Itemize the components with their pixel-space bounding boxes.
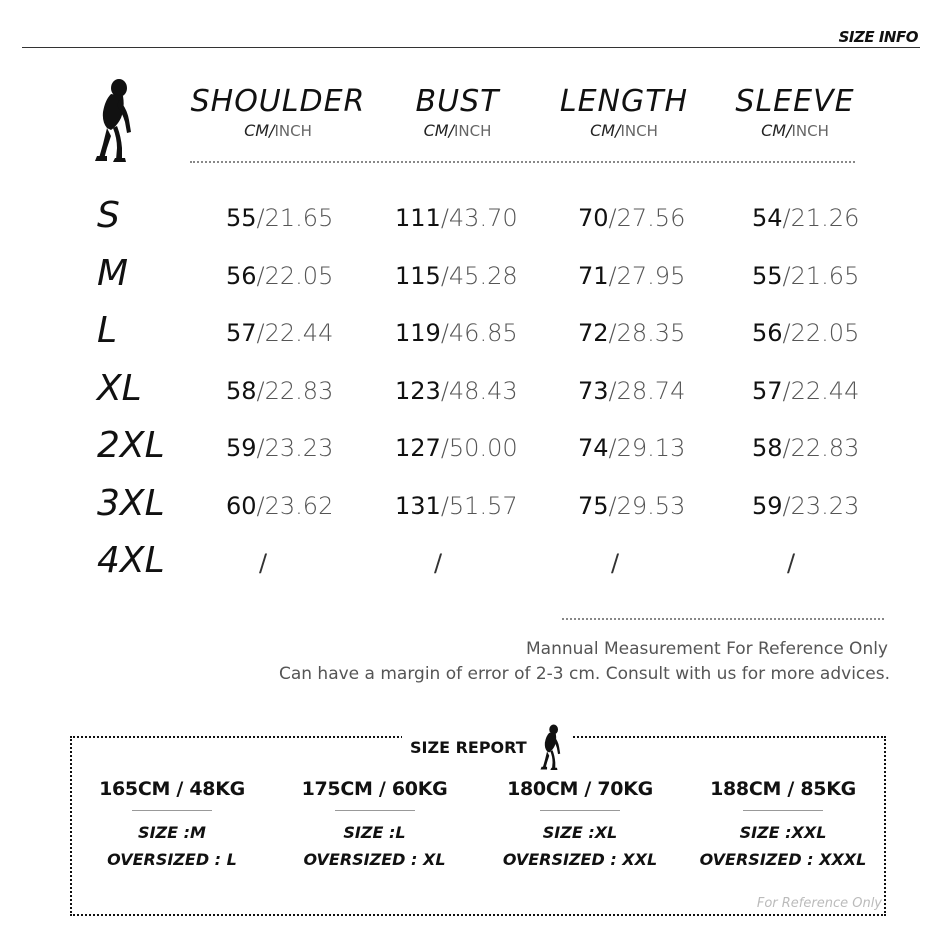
table-cell — [578, 206, 685, 230]
table-cell — [395, 206, 518, 230]
empty-value: / — [259, 549, 268, 577]
cm-value: 57 — [226, 319, 257, 347]
note-line-2: Can have a margin of error of 2-3 cm. Consult with us for more advices. — [278, 664, 890, 684]
size-label: 2XL — [97, 425, 165, 466]
column-title: SLEEVE — [735, 84, 855, 119]
table-cell — [578, 321, 685, 345]
table-cell — [226, 321, 333, 345]
cm-value: 72 — [578, 319, 609, 347]
inch-value: /28.35 — [608, 319, 686, 347]
cm-value: 55 — [226, 204, 257, 232]
cm-value: 74 — [578, 434, 609, 462]
cm-value: 111 — [395, 204, 441, 232]
item-divider — [335, 810, 415, 811]
table-cell — [578, 376, 686, 405]
inch-value: /23.23 — [256, 434, 334, 462]
column-header-sleeve — [720, 84, 870, 140]
recommended-size: SIZE :XXL — [739, 823, 827, 842]
table-cell — [395, 376, 518, 405]
cm-value: 75 — [578, 491, 609, 520]
cm-value: 59 — [226, 434, 257, 462]
cm-value: 131 — [395, 491, 441, 520]
table-cell — [578, 436, 685, 460]
cm-value: 56 — [226, 261, 257, 290]
inch-value: /43.70 — [440, 204, 518, 232]
notes-dotted-divider — [562, 618, 884, 620]
height-weight: 165CM / 48KG — [99, 778, 245, 800]
cm-value: 73 — [578, 376, 609, 405]
height-weight: 188CM / 85KG — [710, 778, 856, 800]
inch-value: /29.13 — [608, 434, 686, 462]
inch-value: /28.74 — [608, 376, 686, 405]
table-cell — [752, 321, 859, 345]
table-cell — [395, 436, 518, 460]
recommended-size: SIZE :M — [138, 823, 206, 842]
inch-value: /45.28 — [440, 261, 518, 290]
size-label: 4XL — [97, 540, 165, 581]
cm-value: 57 — [752, 376, 783, 405]
table-cell — [752, 261, 860, 290]
oversized-size: OVERSIZED : XL — [303, 850, 446, 869]
table-cell — [752, 376, 860, 405]
table-cell — [395, 261, 518, 290]
inch-value: /22.05 — [782, 319, 860, 347]
column-unit: CM/INCH — [761, 121, 829, 140]
table-cell — [226, 436, 333, 460]
inch-value: /27.56 — [608, 204, 686, 232]
inch-value: /23.62 — [256, 491, 334, 520]
inch-value: /23.23 — [782, 491, 860, 520]
note-line-1: Mannual Measurement For Reference Only — [526, 639, 888, 659]
inch-value: /22.44 — [256, 319, 334, 347]
inch-value: /46.85 — [440, 319, 518, 347]
size-label: 3XL — [97, 482, 165, 524]
table-cell — [611, 551, 619, 575]
table-cell — [226, 376, 334, 405]
inch-value: /51.57 — [440, 491, 518, 520]
empty-value: / — [787, 549, 796, 577]
column-title: LENGTH — [559, 84, 689, 119]
ape-figure-icon — [539, 724, 565, 770]
column-header-shoulder — [188, 84, 368, 140]
cm-value: 127 — [395, 434, 441, 462]
table-cell — [434, 551, 442, 575]
table-cell — [787, 551, 795, 575]
table-cell — [226, 261, 334, 290]
report-footer-note: For Reference Only — [756, 896, 882, 911]
table-cell — [395, 491, 518, 520]
ape-figure-icon — [93, 78, 139, 162]
table-cell — [752, 491, 860, 520]
size-report-item — [494, 778, 666, 869]
size-report-label: SIZE REPORT — [410, 737, 527, 757]
header-dotted-divider — [190, 161, 855, 163]
cm-value: 58 — [752, 434, 783, 462]
oversized-size: OVERSIZED : L — [107, 850, 237, 869]
inch-value: /21.26 — [782, 204, 860, 232]
table-cell — [752, 206, 859, 230]
item-divider — [132, 810, 212, 811]
column-unit: CM/INCH — [590, 121, 658, 140]
table-cell — [578, 491, 686, 520]
inch-value: /22.83 — [256, 376, 334, 405]
table-cell — [226, 491, 334, 520]
column-unit: CM/INCH — [244, 121, 312, 140]
header-divider — [22, 47, 920, 48]
table-cell — [578, 261, 686, 290]
cm-value: 71 — [578, 261, 609, 290]
size-label: S — [97, 195, 120, 236]
table-cell — [226, 206, 333, 230]
inch-value: /22.05 — [256, 261, 334, 290]
item-divider — [743, 810, 823, 811]
column-header-length — [545, 84, 703, 140]
inch-value: /21.65 — [782, 261, 860, 290]
size-label: L — [97, 310, 118, 351]
size-report-item — [292, 778, 457, 869]
recommended-size: SIZE :XL — [542, 823, 618, 842]
inch-value: /22.44 — [782, 376, 860, 405]
cm-value: 119 — [395, 319, 441, 347]
inch-value: /27.95 — [608, 261, 686, 290]
table-cell — [752, 436, 859, 460]
empty-value: / — [611, 549, 620, 577]
cm-value: 56 — [752, 319, 783, 347]
size-report-item — [92, 778, 252, 869]
column-header-bust — [380, 84, 535, 140]
size-report-title — [402, 724, 573, 770]
inch-value: /29.53 — [608, 491, 686, 520]
size-label: M — [97, 252, 129, 294]
column-title: SHOULDER — [190, 84, 366, 119]
height-weight: 180CM / 70KG — [507, 778, 653, 800]
height-weight: 175CM / 60KG — [301, 778, 448, 800]
cm-value: 55 — [752, 261, 783, 290]
column-title: BUST — [415, 84, 500, 119]
cm-value: 59 — [752, 491, 783, 520]
size-info-title: SIZE INFO — [838, 28, 918, 46]
cm-value: 54 — [752, 204, 783, 232]
cm-value: 58 — [226, 376, 257, 405]
inch-value: /22.83 — [782, 434, 860, 462]
table-cell — [259, 551, 267, 575]
inch-value: /48.43 — [440, 376, 518, 405]
cm-value: 70 — [578, 204, 609, 232]
inch-value: /50.00 — [440, 434, 518, 462]
size-label: XL — [97, 367, 142, 409]
oversized-size: OVERSIZED : XXXL — [699, 850, 867, 869]
inch-value: /21.65 — [256, 204, 334, 232]
column-unit: CM/INCH — [423, 121, 492, 140]
cm-value: 60 — [226, 491, 257, 520]
recommended-size: SIZE :L — [343, 823, 406, 842]
empty-value: / — [434, 549, 443, 577]
oversized-size: OVERSIZED : XXL — [502, 850, 658, 869]
cm-value: 115 — [395, 261, 441, 290]
cm-value: 123 — [395, 376, 441, 405]
item-divider — [540, 810, 620, 811]
size-report-item — [692, 778, 874, 869]
table-cell — [395, 321, 518, 345]
